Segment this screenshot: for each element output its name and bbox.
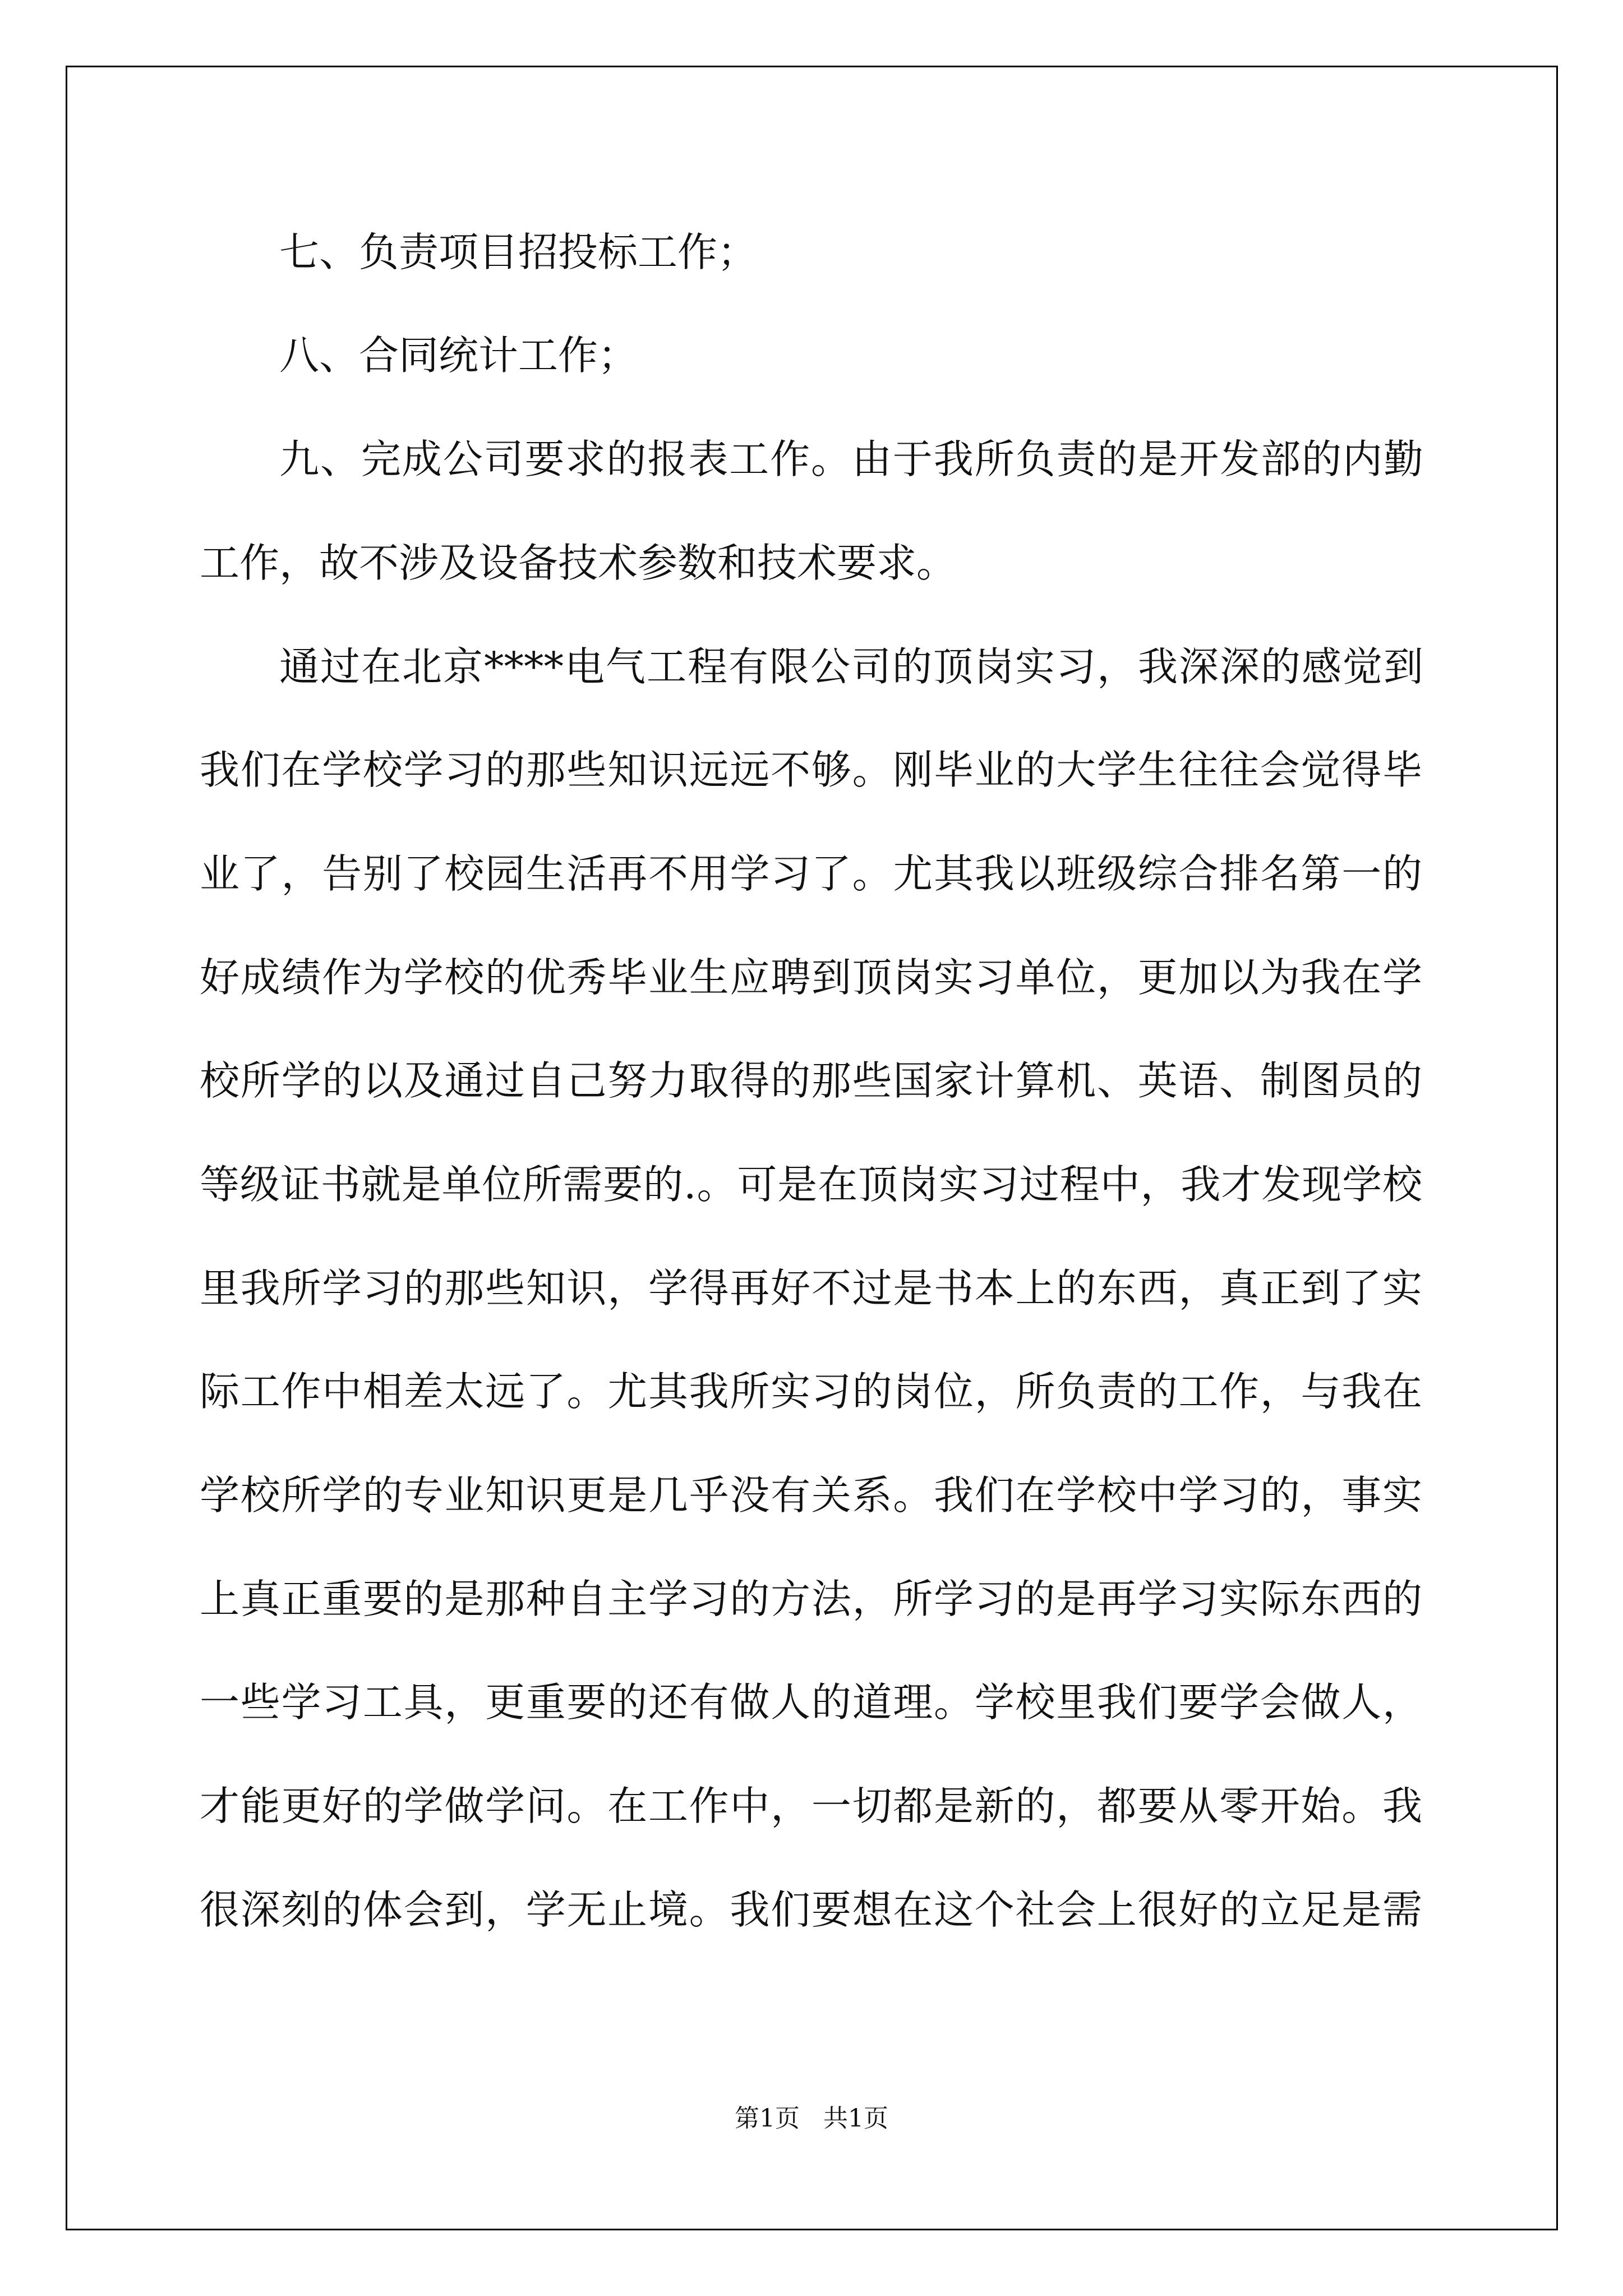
text-line-list-item-8: 八、合同统计工作； [279,332,638,379]
text-line-paragraph-2-line-5: 校所学的以及通过自己努力取得的那些国家计算机、英语、制图员的 [200,1057,1422,1104]
text-line-paragraph-2-line-13: 很深刻的体会到，学无止境。我们要想在这个社会上很好的立足是需 [200,1887,1422,1933]
text-line-paragraph-2-line-3: 业了，告别了校园生活再不用学习了。尤其我以班级综合排名第一的 [200,850,1422,897]
text-line-paragraph-2-line-7: 里我所学习的那些知识，学得再好不过是书本上的东西，真正到了实 [200,1265,1422,1312]
text-line-paragraph-2-line-12: 才能更好的学做学问。在工作中，一切都是新的，都要从零开始。我 [200,1783,1422,1829]
text-line-paragraph-2-line-10: 上真正重要的是那种自主学习的方法，所学习的是再学习实际东西的 [200,1576,1422,1622]
page-number-footer: 第1页 共1页 [735,2104,888,2133]
text-line-paragraph-2-line-1: 通过在北京****电气工程有限公司的顶岗实习，我深深的感觉到 [279,643,1423,690]
text-line-paragraph-2-line-6: 等级证书就是单位所需要的.。可是在顶岗实习过程中，我才发现学校 [200,1161,1422,1208]
text-line-paragraph-2-line-8: 际工作中相差太远了。尤其我所实习的岗位，所负责的工作，与我在 [200,1368,1422,1415]
text-line-paragraph-2-line-2: 我们在学校学习的那些知识远远不够。刚毕业的大学生往往会觉得毕 [200,747,1422,793]
text-line-paragraph-2-line-4: 好成绩作为学校的优秀毕业生应聘到顶岗实习单位，更加以为我在学 [200,954,1422,1001]
text-line-paragraph-1-line-2: 工作，故不涉及设备技术参数和技术要求。 [200,540,957,586]
text-line-paragraph-2-line-11: 一些学习工具，更重要的还有做人的道理。学校里我们要学会做人， [200,1679,1422,1726]
text-line-paragraph-1-line-1: 九、完成公司要求的报表工作。由于我所负责的是开发部的内勤 [279,436,1423,482]
text-line-paragraph-2-line-9: 学校所学的专业知识更是几乎没有关系。我们在学校中学习的，事实 [200,1472,1422,1519]
text-line-list-item-7: 七、负责项目招投标工作； [279,229,758,275]
